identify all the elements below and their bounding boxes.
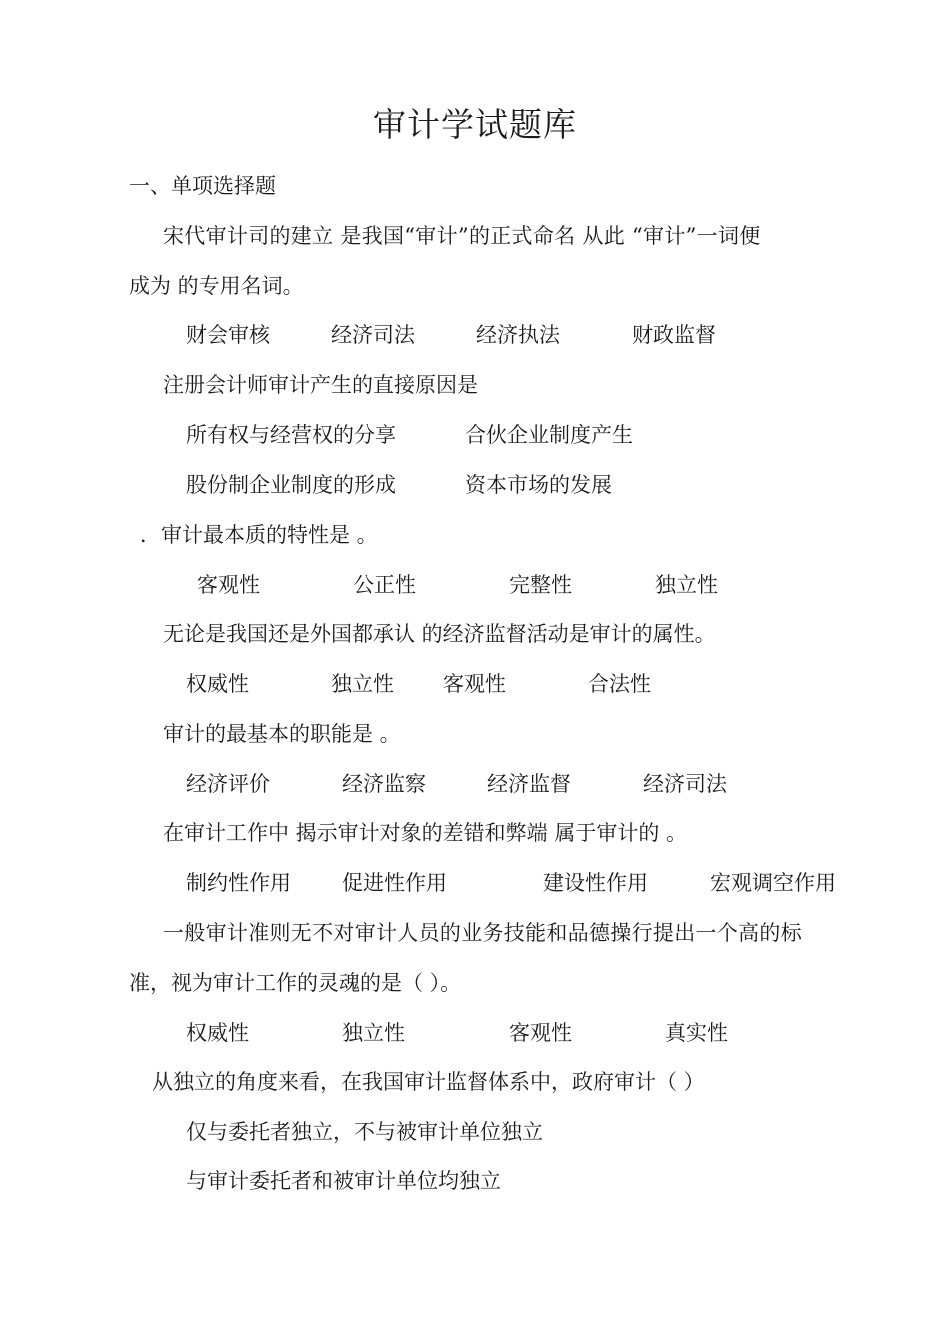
question-3-option-a: 客观性 <box>197 573 260 597</box>
question-7-option-d: 真实性 <box>665 1021 728 1045</box>
question-2-option-a: 所有权与经营权的分享 <box>186 423 396 447</box>
document-title: 审计学试题库 <box>373 105 577 144</box>
question-5-stem: 审计的最基本的职能是 。 <box>163 722 401 746</box>
question-5-option-b: 经济监察 <box>342 772 426 796</box>
question-3-option-c: 完整性 <box>509 573 572 597</box>
question-1-option-d: 财政监督 <box>632 323 716 347</box>
question-6-option-c: 建设性作用 <box>543 871 648 895</box>
question-3-stem: ．审计最本质的特性是 。 <box>140 523 378 547</box>
question-2-stem: 注册会计师审计产生的直接原因是 <box>163 373 478 397</box>
question-8-option-a: 仅与委托者独立，不与被审计单位独立 <box>186 1120 543 1144</box>
question-8-option-b: 与审计委托者和被审计单位均独立 <box>186 1169 501 1193</box>
question-6-option-d: 宏观调空作用 <box>710 871 836 895</box>
question-7-option-a: 权威性 <box>186 1021 249 1045</box>
question-4-stem: 无论是我国还是外国都承认 的经济监督活动是审计的属性。 <box>163 622 716 646</box>
question-8-stem: 从独立的角度来看，在我国审计监督体系中，政府审计（ ） <box>152 1070 705 1094</box>
question-5-option-a: 经济评价 <box>186 772 270 796</box>
question-4-option-a: 权威性 <box>186 672 249 696</box>
question-2-option-d: 资本市场的发展 <box>465 473 612 497</box>
question-1-option-c: 经济执法 <box>476 323 560 347</box>
question-1-option-b: 经济司法 <box>331 323 415 347</box>
question-4-option-c: 客观性 <box>443 672 506 696</box>
question-2-option-c: 股份制企业制度的形成 <box>186 473 396 497</box>
question-6-option-a: 制约性作用 <box>186 871 291 895</box>
question-5-option-d: 经济司法 <box>643 772 727 796</box>
question-7-option-c: 客观性 <box>509 1021 572 1045</box>
question-1-stem-line-1: 宋代审计司的建立 是我国“审计”的正式命名 从此 “审计”一词便 <box>163 224 761 248</box>
question-7-stem-line-2: 准，视为审计工作的灵魂的是（ ）。 <box>129 971 462 995</box>
question-3-option-d: 独立性 <box>655 573 718 597</box>
question-6-option-b: 促进性作用 <box>342 871 447 895</box>
question-7-option-b: 独立性 <box>342 1021 405 1045</box>
question-3-option-b: 公正性 <box>353 573 416 597</box>
question-5-option-c: 经济监督 <box>487 772 571 796</box>
question-7-stem-line-1: 一般审计准则无不对审计人员的业务技能和品德操行提出一个高的标 <box>163 921 802 945</box>
question-1-stem-line-2: 成为 的专用名词。 <box>129 274 304 298</box>
question-6-stem: 在审计工作中 揭示审计对象的差错和弊端 属于审计的 。 <box>163 821 688 845</box>
question-1-option-a: 财会审核 <box>186 323 270 347</box>
question-4-option-b: 独立性 <box>331 672 394 696</box>
section-heading: 一、单项选择题 <box>129 174 276 198</box>
question-2-option-b: 合伙企业制度产生 <box>465 423 633 447</box>
question-4-option-d: 合法性 <box>588 672 651 696</box>
